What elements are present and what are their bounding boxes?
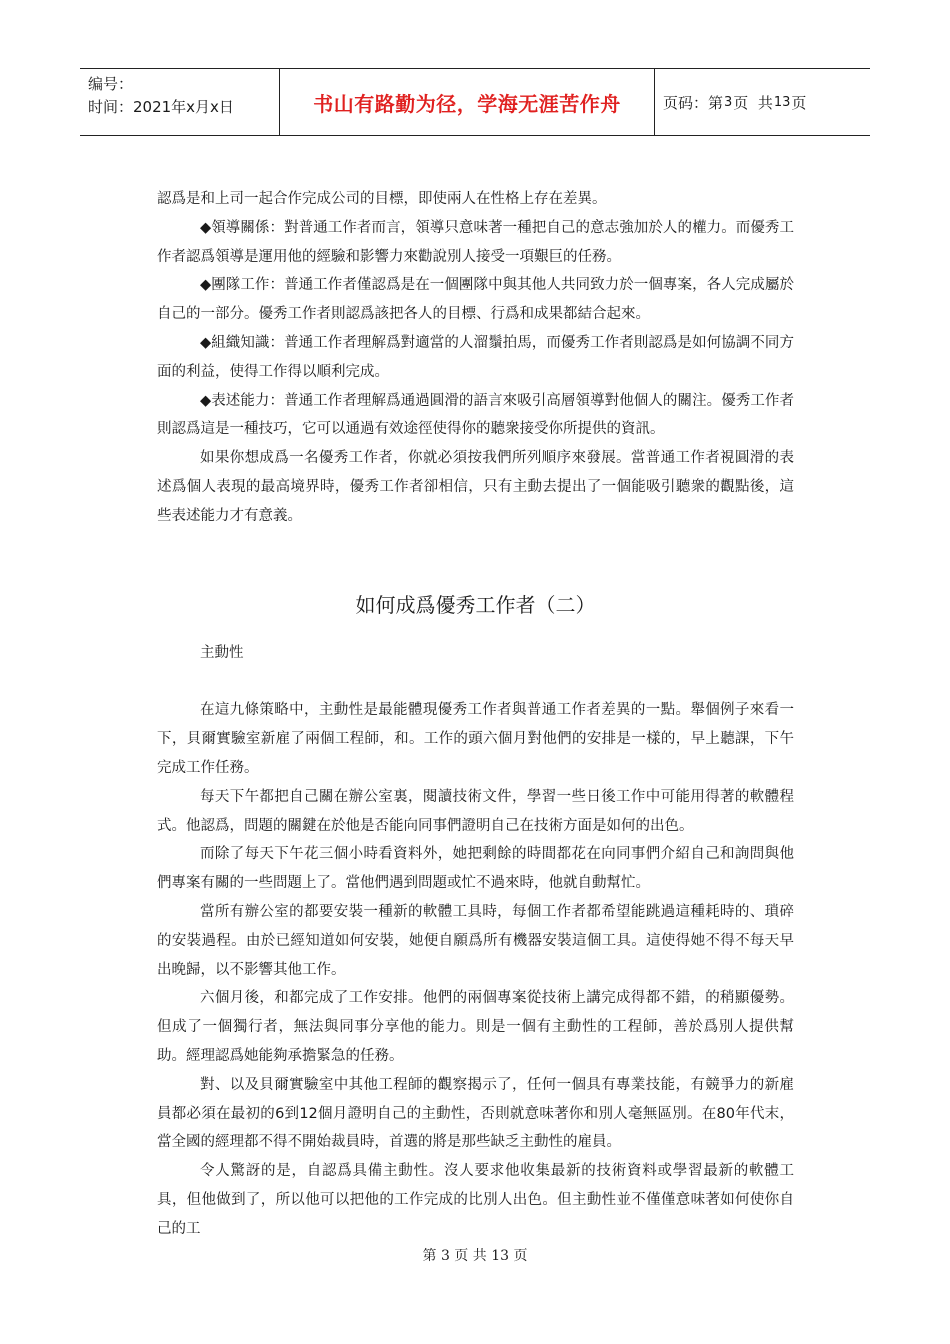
page-total: 13 — [773, 94, 791, 110]
paragraph-intro: 認爲是和上司一起合作完成公司的目標，即使兩人在性格上存在差異。 — [157, 191, 607, 207]
header-page-number — [655, 69, 870, 135]
paragraph: 在這九條策略中，主動性是最能體現優秀工作者與普通工作者差異的一點。舉個例子來看一下，貝爾實驗室新雇了兩個工程師，和。工作的頭六個月對他們的安排是一樣的，早上聽課，下午完成工作任務。 — [157, 702, 794, 776]
page-prefix: 页码：第 — [663, 93, 724, 112]
page-footer: 第 3 页 共 13 页 — [422, 1248, 528, 1264]
page-suffix: 页 — [791, 93, 807, 112]
spacer — [157, 667, 794, 696]
page-current: 3 — [724, 94, 733, 110]
paragraph: 六個月後，和都完成了工作安排。他們的兩個專案從技術上講完成得都不錯，的稍顯優勢。但成了一個獨行者，無法與同事分享他的能力。則是一個有主動性的工程師，善於爲別人提供幫助。經理認爲她能夠承擔緊急的任務。 — [157, 990, 794, 1064]
bullet-expression: ◆表述能力：普通工作者理解爲通過圓滑的語言來吸引高層領導對他個人的關注。優秀工作者則認爲這是一種技巧，它可以通過有效途徑使得你的聽衆接受你所提供的資訊。 — [157, 392, 794, 438]
page-header — [80, 68, 870, 136]
document-date: 时间：2021年x月x日 — [88, 98, 234, 116]
subheading: 主動性 — [200, 644, 244, 661]
bullet-leadership: ◆領導關係：對普通工作者而言，領導只意味著一種把自己的意志強加於人的權力。而優秀工作者認爲領導是運用他的經驗和影響力來勸說別人接受一項艱巨的任務。 — [157, 219, 794, 265]
paragraph-conclusion: 如果你想成爲一名優秀工作者，你就必須按我們所列順序來發展。當普通工作者視圓滑的表述爲個人表現的最高境界時，優秀工作者卻相信，只有主動去提出了一個能吸引聽衆的觀點後，這些表述能力才有意義。 — [157, 450, 794, 524]
paragraph: 而除了每天下午花三個小時看資料外，她把剩餘的時間都花在向同事們介紹自己和詢問與他們專案有關的一些問題上了。當他們遇到問題或忙不過來時，他就自動幫忙。 — [157, 846, 794, 892]
bullet-organization: ◆組織知識：普通工作者理解爲對適當的人溜鬚拍馬，而優秀工作者則認爲是如何協調不同方面的利益，使得工作得以順利完成。 — [157, 334, 794, 380]
paragraph: 對、以及貝爾實驗室中其他工程師的觀察揭示了，任何一個具有專業技能，有競爭力的新雇員都必須在最初的6到12個月證明自己的主動性，否則就意味著你和別人毫無區別。在80年代末，當全國的經理都不得不開始裁員時，首選的將是那些缺乏主動性的雇員。 — [157, 1076, 794, 1151]
header-motto: 书山有路勤为径，学海无涯苦作舟 — [313, 91, 621, 116]
document-number-label: 编号： — [88, 75, 134, 93]
document-body — [157, 185, 794, 1244]
header-motto-cell — [280, 69, 655, 135]
paragraph: 每天下午都把自己關在辦公室裏，閱讀技術文件，學習一些日後工作中可能用得著的軟體程式。他認爲，問題的關鍵在於他是否能向同事們證明自己在技術方面是如何的出色。 — [157, 788, 794, 834]
section-title: 如何成爲優秀工作者（二） — [355, 592, 596, 617]
page-mid: 页 共 — [733, 93, 773, 112]
paragraph: 當所有辦公室的都要安裝一種新的軟體工具時，每個工作者都希望能跳過這種耗時的、瑣碎的安裝過程。由於已經知道如何安裝，她便自願爲所有機器安裝這個工具。這使得她不得不每天早出晚歸，以不影響其他工作。 — [157, 903, 794, 978]
paragraph: 令人驚訝的是，自認爲具備主動性。沒人要求他收集最新的技術資料或學習最新的軟體工具，但他做到了，所以他可以把他的工作完成的比別人出色。但主動性並不僅僅意味著如何使你自己的工 — [157, 1163, 794, 1237]
header-meta — [80, 69, 280, 135]
bullet-teamwork: ◆團隊工作：普通工作者僅認爲是在一個團隊中與其他人共同致力於一個專案，各人完成屬於自己的一部分。優秀工作者則認爲該把各人的目標、行爲和成果都結合起來。 — [157, 277, 794, 323]
